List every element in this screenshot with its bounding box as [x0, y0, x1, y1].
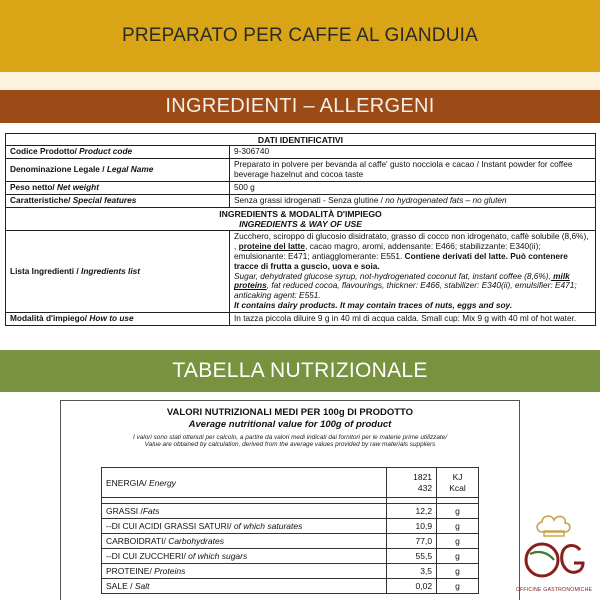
weight-value: 500 g: [230, 182, 596, 195]
nutrition-section-band: [0, 350, 600, 392]
table-row: [6, 146, 596, 159]
name-value: Preparato in polvere per bevanda al caffe' gusto nocciola e cacao / Instant powder for coffee beverage hazelnut and cocoa taste: [230, 159, 596, 182]
nutrition-table: [101, 467, 479, 594]
band-spacer: [0, 72, 600, 90]
table-row: [6, 230, 596, 313]
chef-hat-og-icon: [508, 510, 600, 588]
allergen-section-title: INGREDIENTI – ALLERGENI: [165, 95, 435, 117]
table-row: [6, 159, 596, 182]
table-row: PROTEINE/ Proteins 3,5 g: [102, 564, 479, 579]
ingredients-list-label: Lista Ingredienti / Ingredients list: [6, 230, 230, 313]
ingredients-table: [5, 133, 596, 326]
energy-value: 1821 432: [387, 468, 437, 498]
table-row: SALE / Salt 0,02 g: [102, 579, 479, 594]
nutrition-note-en: Value are obtained by calculation, derived from the average values provided by raw materials suppliers: [144, 441, 436, 448]
energy-unit: KJ Kcal: [437, 468, 479, 498]
table-row: [6, 182, 596, 195]
nutrition-note: I valori sono stati ottenuti per calcolo, a partire da valori medi indicati dai fornitori per le materie prime utilizzate/: [133, 434, 447, 441]
ingredients-list-value: Zucchero, sciroppo di glucosio disidratato, grasso di cocco non idrogenato, caffè solubile (8,6%), , proteine del latte, cacao magro, aromi, addensante: E466; stabilizzante: E340(ii); emulsionante: E471; antiagglomerante: E551. Contiene derivati del latte. Può contenere tracce di frutta a guscio, uova e soia. Sugar, dehydrated glucose syrup, not-hydrogenated coconut fat, instant coffee (8,6%), milk proteins, fat reduced cocoa, flavourings, thickner: E466, stabilizer: E340(ii), emulsifier: E471; anticaking agent: E551. It contains dairy products. It may contain traces of nuts, eggs and soy.: [230, 230, 596, 313]
logo-text: OFFICINE GASTRONOMICHE: [515, 587, 593, 593]
energy-label: ENERGIA/ Energy: [102, 468, 387, 498]
table-row: CARBOIDRATI/ Carbohydrates 77,0 g: [102, 534, 479, 549]
ident-header: DATI IDENTIFICATIVI: [6, 134, 596, 146]
use-value: In tazza piccola diluire 9 g in 40 ml di acqua calda. Small cup: Mix 9 g with 40 ml of hot water.: [230, 313, 596, 326]
weight-label: Peso netto/ Net weight: [6, 182, 230, 195]
nutrition-section-title: TABELLA NUTRIZIONALE: [172, 359, 428, 382]
nutrition-heading-en: Average nutritional value for 100g of product: [188, 419, 392, 430]
nutrition-box: [60, 400, 520, 600]
table-row: [102, 468, 479, 498]
table-row: --DI CUI ACIDI GRASSI SATURI/ of which saturates 10,9 g: [102, 519, 479, 534]
code-value: 9-306740: [230, 146, 596, 159]
table-row: GRASSI /Fats 12,2 g: [102, 504, 479, 519]
code-label: Codice Prodotto/ Product code: [6, 146, 230, 159]
use-label: Modalità d'impiego/ How to use: [6, 313, 230, 326]
ingredients-header: INGREDIENTS & MODALITÀ D'IMPIEGO INGREDIENTS & WAY OF USE: [6, 208, 596, 231]
officine-gastronomiche-logo: [508, 510, 600, 600]
features-label: Caratteristiche/ Special features: [6, 195, 230, 208]
name-label: Denominazione Legale / Legal Name: [6, 159, 230, 182]
table-row: --DI CUI ZUCCHERI/ of which sugars 55,5 g: [102, 549, 479, 564]
allergen-section-band: [0, 90, 600, 123]
features-value: Senza grassi idrogenati - Senza glutine / no hydrogenated fats – no gluten: [230, 195, 596, 208]
title-band: [0, 0, 600, 72]
table-row: [6, 195, 596, 208]
table-row: [6, 313, 596, 326]
page-title: PREPARATO PER CAFFE AL GIANDUIA: [121, 25, 479, 46]
nutrition-heading: VALORI NUTRIZIONALI MEDI PER 100g DI PRODOTTO: [166, 407, 414, 418]
